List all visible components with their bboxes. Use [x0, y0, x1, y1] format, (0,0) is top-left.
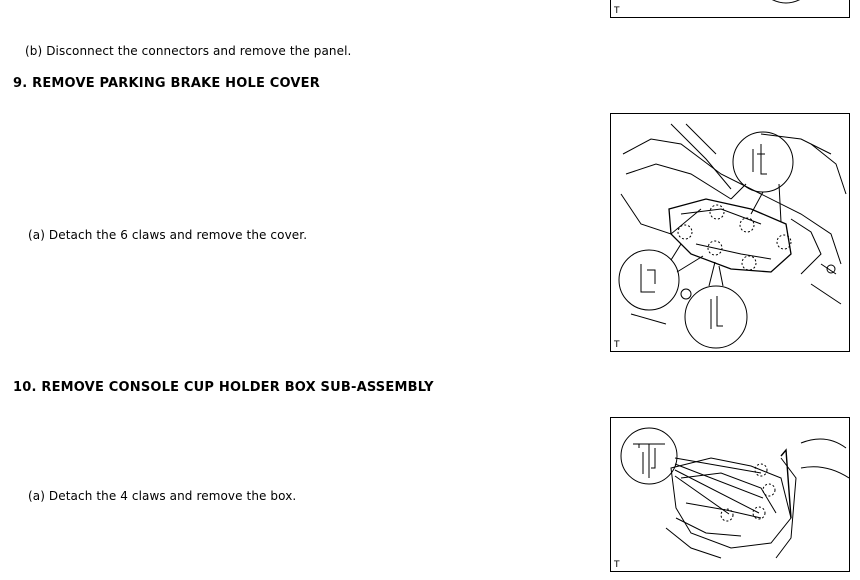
- figure-panel-drawing: [611, 0, 849, 17]
- figure-panel-removal: [610, 0, 850, 18]
- step-detach-4-claws: (a) Detach the 4 claws and remove the box.: [28, 489, 297, 503]
- step-disconnect-panel: (b) Disconnect the connectors and remove the panel.: [25, 44, 352, 58]
- figure-code: T: [614, 6, 620, 16]
- figure-code: T: [614, 560, 620, 570]
- section-10-title: 10. REMOVE CONSOLE CUP HOLDER BOX SUB-ASSEMBLY: [13, 380, 434, 395]
- figure-code: T: [614, 340, 620, 350]
- figure-console-cup-holder-box: [610, 417, 850, 572]
- cup-holder-box-drawing: [611, 418, 849, 571]
- figure-parking-brake-hole-cover: [610, 113, 850, 352]
- section-9-title: 9. REMOVE PARKING BRAKE HOLE COVER: [13, 76, 320, 91]
- parking-brake-cover-drawing: [611, 114, 849, 351]
- step-detach-6-claws: (a) Detach the 6 claws and remove the cover.: [28, 228, 308, 242]
